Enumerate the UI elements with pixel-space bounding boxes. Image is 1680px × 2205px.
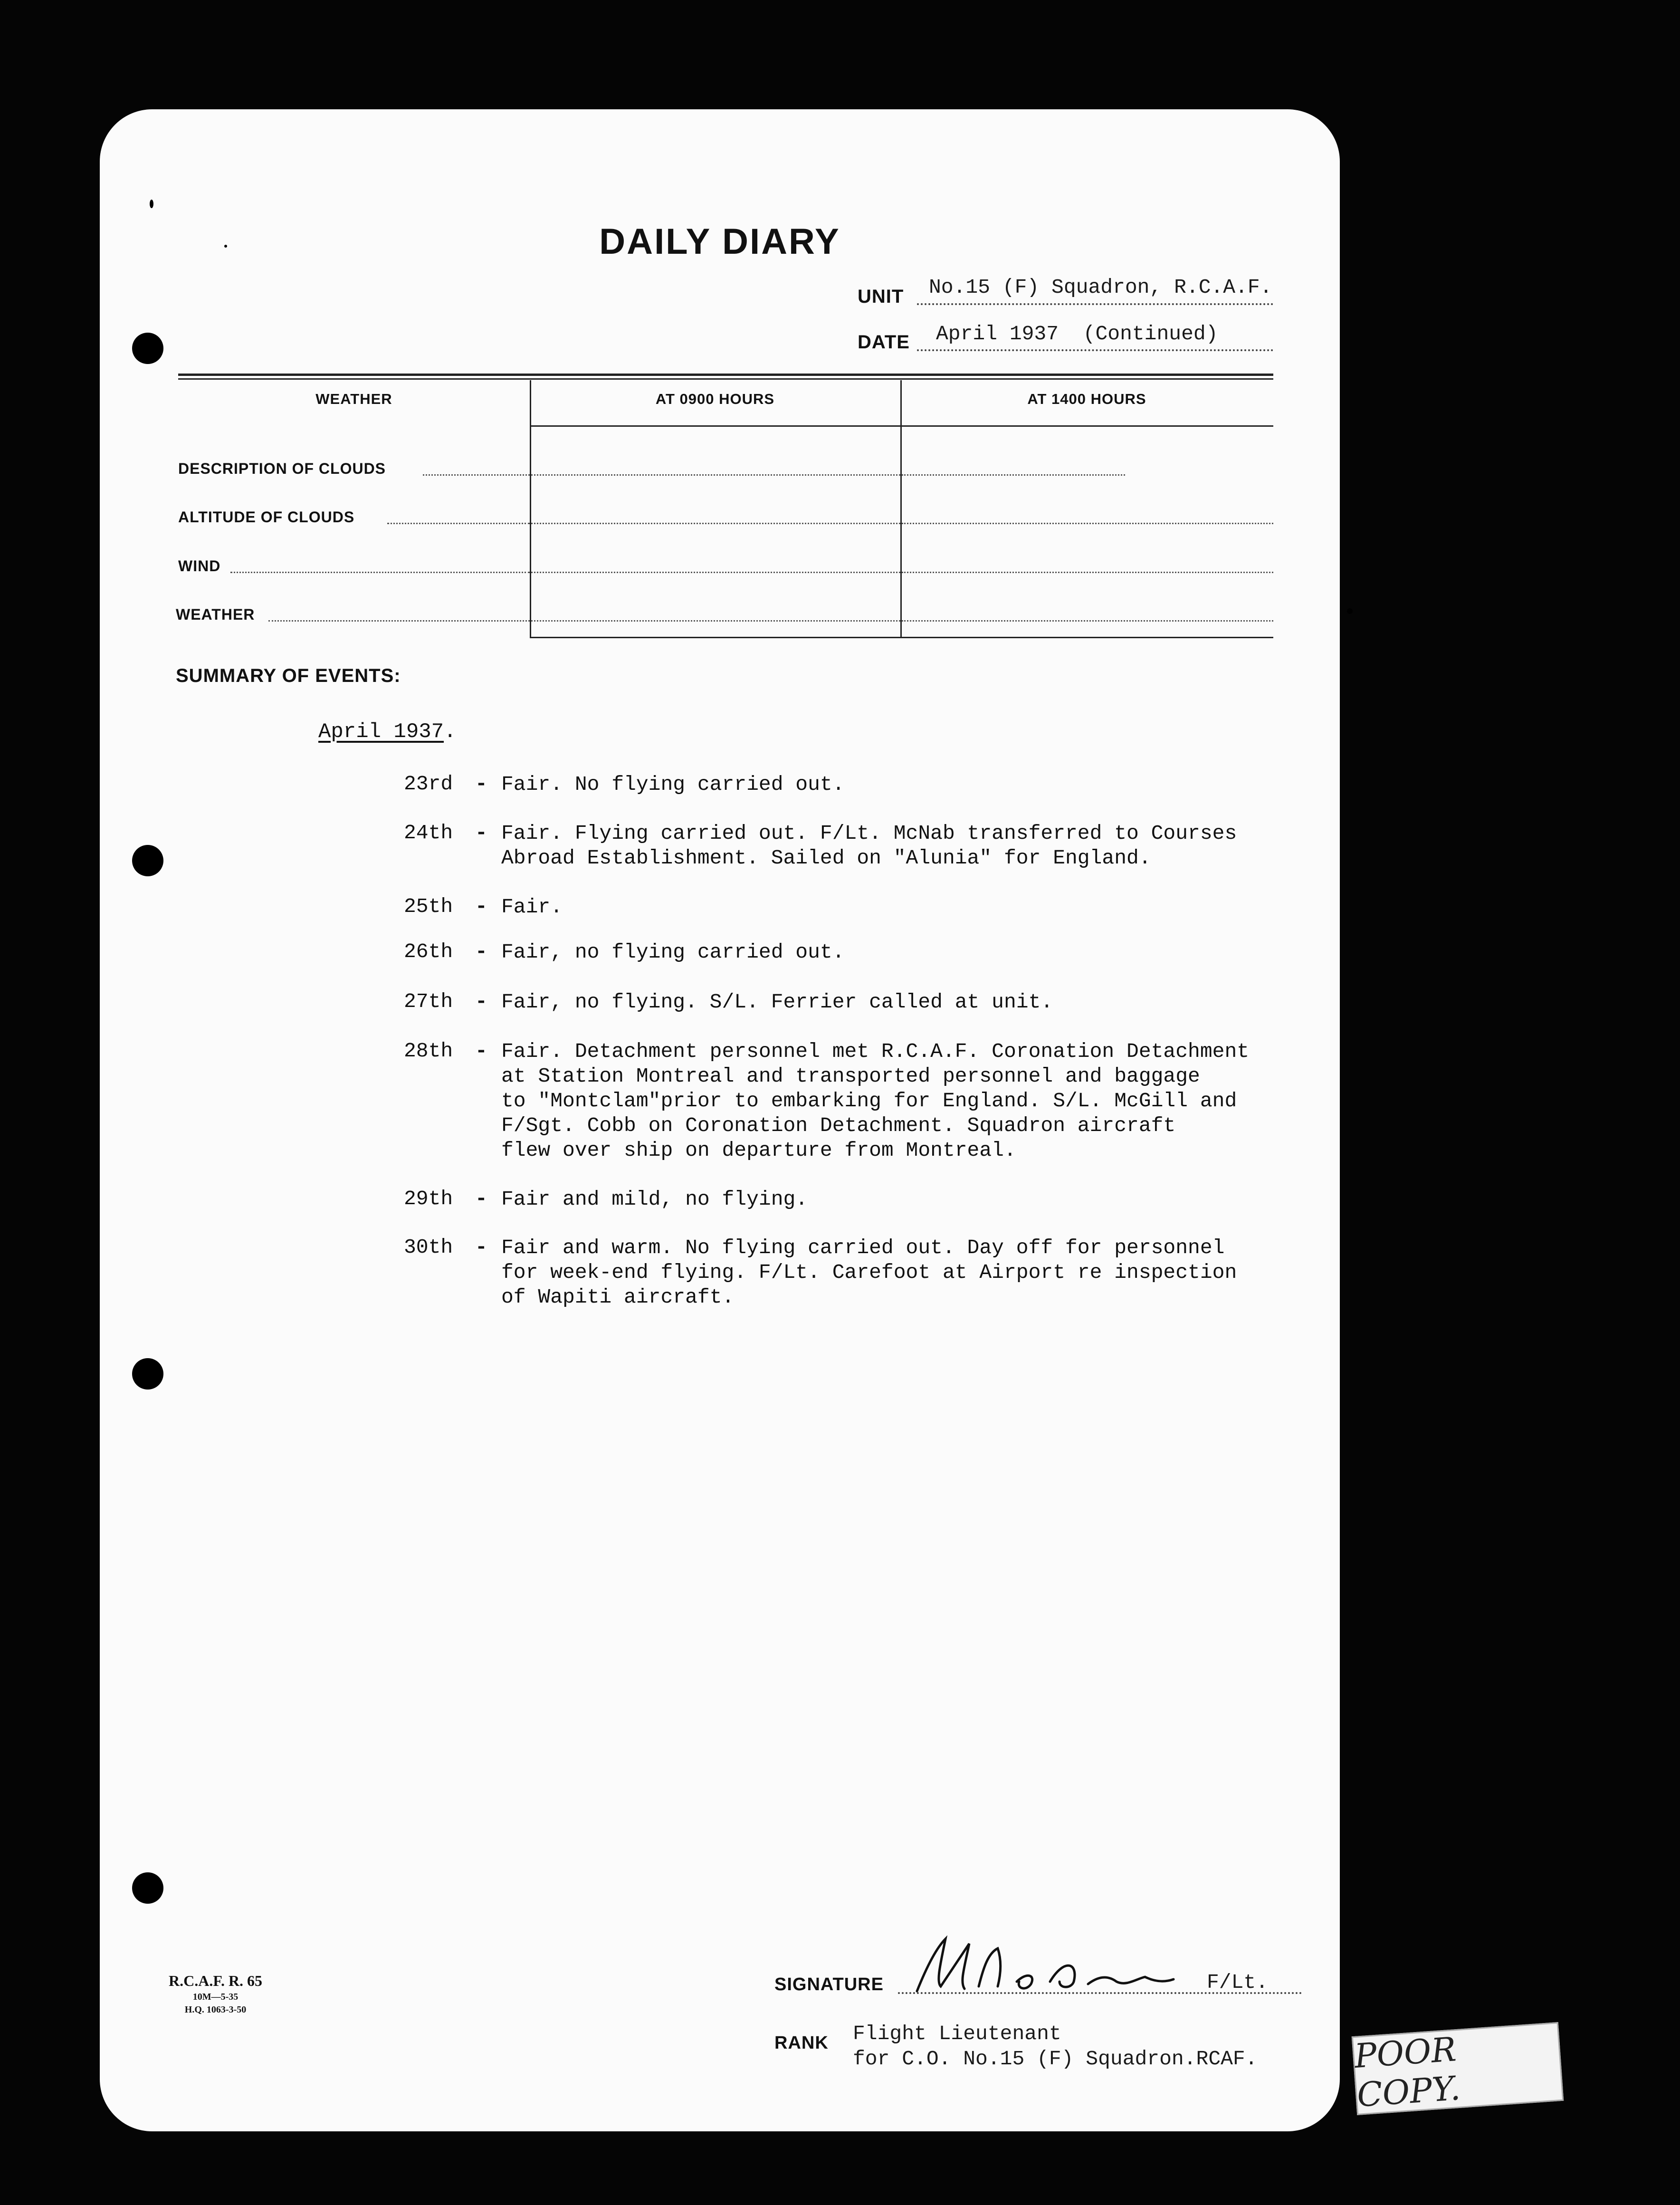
form-code: R.C.A.F. R. 65 <box>169 1972 263 1989</box>
entry-text: Fair, no flying carried out. <box>501 940 845 964</box>
form-sub-code: 10M—5-35 <box>192 1992 239 2002</box>
entry-text: Fair. No flying carried out. <box>501 773 845 796</box>
row-dots <box>423 474 530 476</box>
row-dots <box>531 572 900 573</box>
header-underline <box>530 425 1273 427</box>
diary-page <box>100 109 1340 2131</box>
form-identifier <box>169 1972 262 2015</box>
weather-row-label: WIND <box>178 557 221 575</box>
punch-hole <box>132 845 163 876</box>
rank-label: RANK <box>774 2033 829 2053</box>
row-dots <box>902 572 1273 573</box>
entry-dash: - <box>475 940 487 963</box>
entry-day: 24th <box>404 821 453 844</box>
poor-copy-stamp: POOR COPY. <box>1352 2022 1564 2115</box>
weather-row-label: DESCRIPTION OF CLOUDS <box>178 460 386 477</box>
date-label: DATE <box>858 332 910 353</box>
column-divider <box>900 380 902 637</box>
summary-month-text: April 1937 <box>318 720 444 744</box>
entry-text: Fair, no flying. S/L. Ferrier called at unit. <box>501 990 1053 1014</box>
summary-title: SUMMARY OF EVENTS: <box>176 665 401 686</box>
row-dots <box>902 523 1273 524</box>
column-header: AT 0900 HOURS <box>655 391 775 407</box>
entry-text: Fair. Flying carried out. F/Lt. McNab transferred to Courses Abroad Establishment. Sailed on "Alunia" for England. <box>501 822 1237 870</box>
entry-text: Fair. Detachment personnel met R.C.A.F. Coronation Detachment at Station Montreal and transported personnel and baggage to "Montclam"prior to embarking for England. S/L. McGill and F/Sgt. Cobb on Coronation Detachment. Squadron aircraft flew over ship on departure from Montreal. <box>501 1040 1250 1162</box>
unit-label: UNIT <box>858 286 904 307</box>
entry-text: Fair and mild, no flying. <box>501 1188 808 1211</box>
row-dots <box>531 474 900 476</box>
handwritten-signature <box>907 1929 1250 2001</box>
rank-line-2: for C.O. No.15 (F) Squadron.RCAF. <box>853 2047 1258 2071</box>
column-header: WEATHER <box>315 391 392 407</box>
row-dots <box>268 620 530 622</box>
entry-day: 28th <box>404 1039 453 1063</box>
weather-row-label: ALTITUDE OF CLOUDS <box>178 508 355 526</box>
rank-line-1: Flight Lieutenant <box>853 2022 1061 2045</box>
entry-day: 23rd <box>404 772 453 796</box>
entry-dash: - <box>475 895 487 918</box>
weather-row-label: WEATHER <box>176 606 255 623</box>
page-title: DAILY DIARY <box>599 221 840 262</box>
speck <box>1347 608 1353 614</box>
entry-day: 26th <box>404 940 453 963</box>
date-value: April 1937 (Continued) <box>936 322 1218 345</box>
signature-suffix: F/Lt. <box>1207 1971 1269 1994</box>
punch-hole <box>132 1872 163 1904</box>
row-dots <box>230 572 530 573</box>
table-bottom-rule <box>530 637 1273 638</box>
row-dots <box>387 523 530 524</box>
entry-dash: - <box>475 990 487 1013</box>
entry-day: 25th <box>404 895 453 918</box>
date-line <box>917 349 1273 351</box>
column-header: AT 1400 HOURS <box>1027 391 1146 407</box>
unit-value: No.15 (F) Squadron, R.C.A.F. <box>929 276 1272 299</box>
punch-hole <box>132 1358 163 1390</box>
entry-text: Fair and warm. No flying carried out. Day off for personnel for week-end flying. F/Lt. Carefoot at Airport re inspection of Wapiti aircraft. <box>501 1236 1237 1309</box>
table-top-rule <box>178 374 1273 376</box>
entry-dash: - <box>475 1187 487 1210</box>
row-dots <box>531 523 900 524</box>
speck <box>150 200 153 208</box>
row-dots <box>531 620 900 622</box>
entry-dash: - <box>475 1039 487 1063</box>
column-divider <box>530 380 531 637</box>
entry-day: 29th <box>404 1187 453 1210</box>
summary-month-suffix: . <box>444 720 457 744</box>
entry-dash: - <box>475 1236 487 1259</box>
form-sub-code: H.Q. 1063-3-50 <box>184 2004 247 2015</box>
row-dots <box>902 620 1273 622</box>
summary-month <box>318 720 456 744</box>
unit-line <box>917 303 1273 305</box>
entry-dash: - <box>475 772 487 796</box>
entry-text: Fair. <box>501 895 563 919</box>
table-top-rule-2 <box>178 378 1273 380</box>
entry-day: 30th <box>404 1236 453 1259</box>
entry-dash: - <box>475 821 487 844</box>
punch-hole <box>132 333 163 364</box>
row-dots <box>902 474 1125 476</box>
signature-label: SIGNATURE <box>774 1975 884 1994</box>
entry-day: 27th <box>404 990 453 1013</box>
